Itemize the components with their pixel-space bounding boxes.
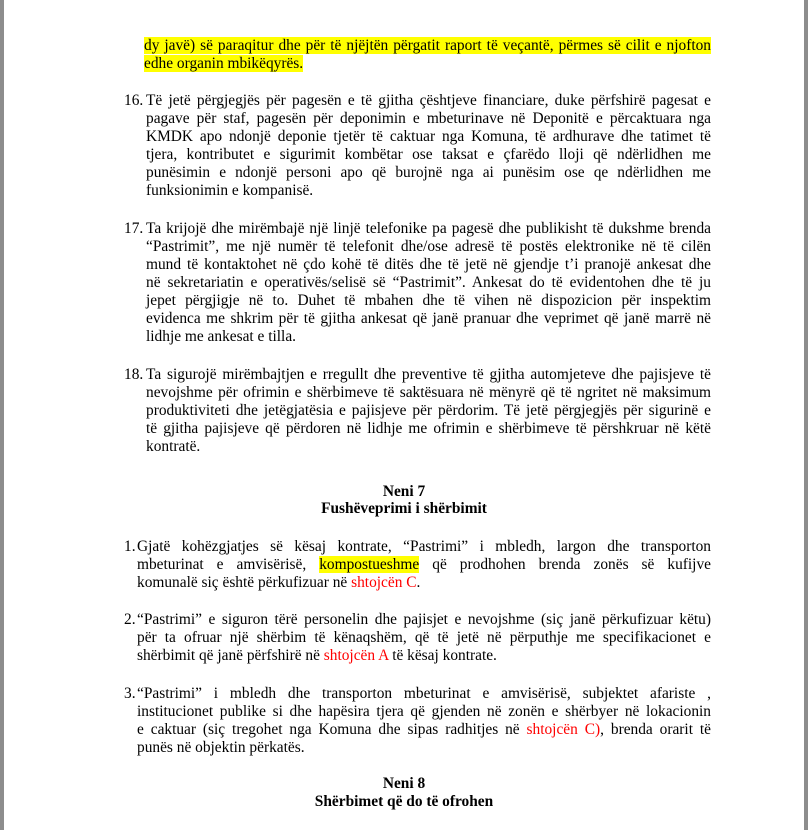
paragraph-line: institucionet publike si dhe hapësira tjera që gjenden në zonën e shërbyer në lokacionin xyxy=(137,703,711,720)
paragraph-line: “Pastrimi” i mbledh dhe transporton mbeturinat e amvisërisë, subjektet afariste , xyxy=(137,685,711,702)
annex-reference: shtojcën C xyxy=(351,574,417,591)
article-heading: Neni 7 xyxy=(382,483,426,500)
text-fragment: , brenda orarit të xyxy=(600,721,711,738)
annex-reference: shtojcën C) xyxy=(526,721,601,738)
text-fragment: e caktuar (siç tregohet nga Komuna dhe sipas radhitjes në xyxy=(137,721,520,738)
item-18-line: kontratë. xyxy=(146,438,201,455)
item-18-line: të gjitha pajisjeve që përdoren në lidhje me ofrimin e shërbimeve të përshkruar në këtë xyxy=(146,420,711,437)
paragraph-line xyxy=(137,647,497,664)
text-fragment: shërbimit që janë përfshirë në xyxy=(137,647,320,664)
item-number: 16. xyxy=(124,92,144,109)
paragraph-line: për ta ofruar një shërbim të kënaqshëm, që të jetë në përputhje me specifikacionet e xyxy=(137,629,711,646)
highlight: edhe organin mbikëqyrës. xyxy=(144,55,304,72)
text-fragment: . xyxy=(416,574,421,591)
item-17-line: jepet përgjigje në to. Duhet të mbahen dhe të vihen në dispozicion për inspektim xyxy=(146,292,711,309)
paragraph-number: 1. xyxy=(124,538,136,555)
item-18-line: produktiviteti dhe jetëgjatësia e pajisjeve për përdorim. Të jetë përgjegjës për sigurinë e xyxy=(146,402,711,419)
item-17-line: “Pastrimit”, me një numër të telefonit dhe/ose adresë të postës elektronike në të cilën xyxy=(146,238,711,255)
paragraph-number: 3. xyxy=(124,685,136,702)
text-fragment: mbeturinat e amvisërisë, xyxy=(137,556,307,573)
item-16-line: punësimin e ndonjë personi apo që burojnë nga ai punësim ose qe ndërlidhen me xyxy=(146,164,711,181)
text-fragment: që prodhohen brenda zonës së kufijve xyxy=(432,556,711,573)
item-16-line: KMDK apo ndonjë deponie tjetër të caktuar nga Komuna, të ardhurave dhe tatimet të xyxy=(146,128,711,145)
item-16-line: funksionimin e kompanisë. xyxy=(146,182,314,199)
paragraph-line: Gjatë kohëzgjatjes së kësaj kontrate, “Pastrimi” i mbledh, largon dhe transporton xyxy=(137,538,711,555)
item-16-line: pagave për staf, pagesën për deponimin e mbeturinave në Deponitë e përcaktuara nga xyxy=(146,110,711,127)
prev-paragraph-line-2 xyxy=(144,55,303,72)
item-17-line: mund të kontaktohet në çdo kohë të ditës dhe të jetë në gjendje t’i pranojë ankesat dhe xyxy=(146,256,711,273)
item-number: 17. xyxy=(124,220,144,237)
article-subheading: Fushëveprimi i shërbimit xyxy=(321,500,487,517)
item-17-line: lidhje me ankesat e tilla. xyxy=(146,328,297,345)
item-17-line: Ta krijojë dhe mirëmbajë një linjë telefonike pa pagesë dhe publikisht të dukshme brenda xyxy=(146,220,711,237)
item-16-line: tjera, kontributet e sigurimit kombëtar ose taksat e çfarëdo lloji që ndërlidhen me xyxy=(146,146,711,163)
article-subheading: Shërbimet që do të ofrohen xyxy=(314,793,494,810)
item-17-line: në sekretariatin e operativës/selisë së “Pastrimit”. Ankesat do të evidentohen dhe të ju xyxy=(146,274,711,291)
item-16-line: Të jetë përgjegjës për pagesën e të gjitha çështjeve financiare, duke përfshirë pagesat e xyxy=(146,92,711,109)
text-fragment: komunalë siç është përkufizuar në xyxy=(137,574,348,591)
item-18-line: nevojshme për ofrimin e shërbimeve të saktësuara në mënyrë që të ngritet në maksimum xyxy=(146,384,711,401)
prev-paragraph-line-1 xyxy=(144,37,711,54)
text-fragment: të kësaj kontrate. xyxy=(392,647,497,664)
article-heading: Neni 8 xyxy=(382,775,426,792)
document-page xyxy=(4,0,804,830)
item-17-line: evidenca me shkrim për të gjitha ankesat që janë pranuar dhe veprimet që janë marrë në xyxy=(146,310,711,327)
highlight: dy javë) së paraqitur dhe për të njëjtën përgatit raport të veçantë, përmes së cilit e njofton xyxy=(144,37,711,54)
paragraph-line: punës në objektin përkatës. xyxy=(137,739,305,756)
item-18-line: Ta sigurojë mirëmbajtjen e rregullt dhe preventive të gjitha automjeteve dhe pajisjeve të xyxy=(146,366,711,383)
paragraph-line xyxy=(137,556,711,573)
highlight: kompostueshme xyxy=(319,556,420,573)
item-number: 18. xyxy=(124,366,144,383)
paragraph-line xyxy=(137,721,711,738)
paragraph-number: 2. xyxy=(124,611,136,628)
paragraph-line: “Pastrimi” e siguron tërë personelin dhe pajisjet e nevojshme (siç janë përkufizuar këtu) xyxy=(137,611,711,628)
paragraph-line xyxy=(137,574,420,591)
annex-reference: shtojcën A xyxy=(323,647,389,664)
